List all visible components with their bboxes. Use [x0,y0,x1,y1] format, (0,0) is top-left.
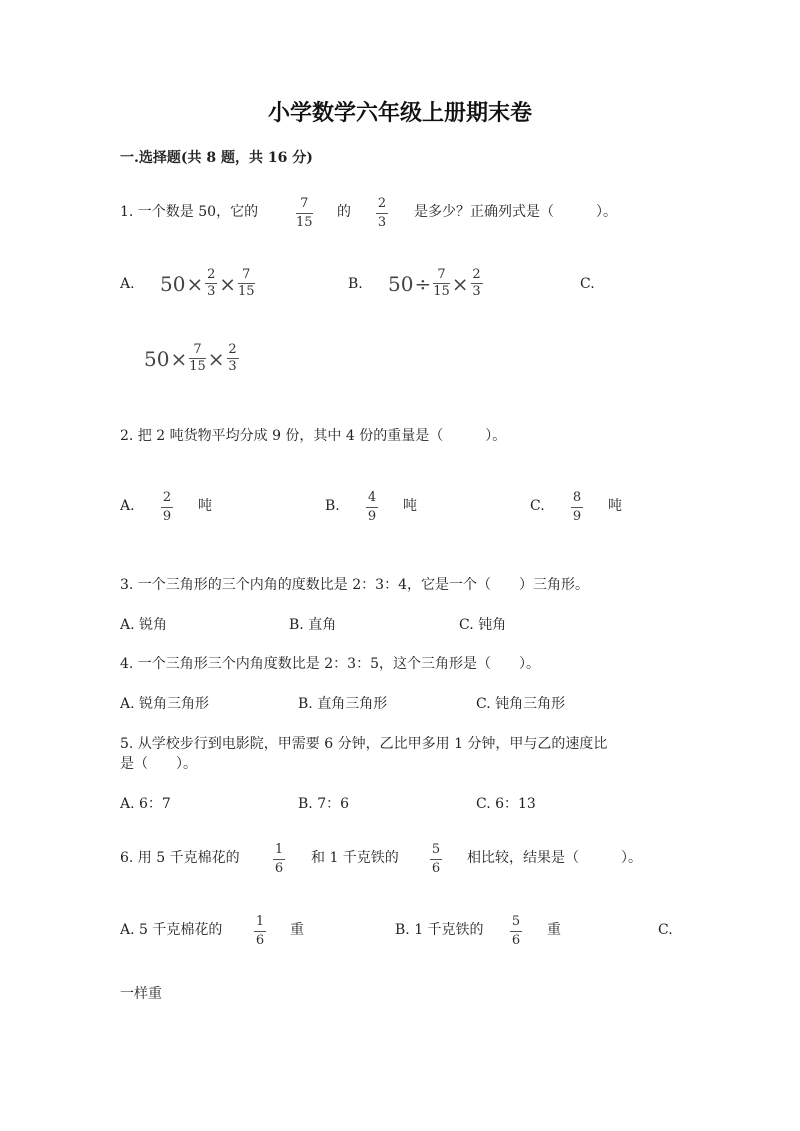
expr-base: 50 [144,346,170,371]
denominator: 6 [511,933,521,948]
denominator: 15 [296,215,313,230]
q1-option-a-label: A. [120,276,135,292]
denominator: 6 [274,861,284,876]
q2-option-b-fraction [366,490,378,525]
numerator: 7 [437,267,446,282]
denominator: 6 [255,933,265,948]
expr-base: 50 [388,271,414,296]
denominator: 15 [433,284,450,299]
q2-option-b-unit: 吨 [403,498,417,514]
q6-fraction-2 [430,842,442,877]
expr-operator: × [186,271,204,296]
q1-text-c: 是多少？正确列式是（ ）。 [414,204,617,220]
expr-fraction [189,343,206,374]
expr-operator: × [170,346,188,371]
q3-option-c: C. 钝角 [459,617,507,633]
q2-option-a-fraction [161,490,173,525]
numerator: 2 [228,342,237,357]
numerator: 5 [511,914,521,929]
q6-text-b: 和 1 千克铁的 [311,850,399,866]
numerator: 7 [300,196,309,211]
q6-option-c-label: C. [658,922,673,938]
denominator: 6 [431,861,441,876]
numerator: 2 [162,490,172,505]
denominator: 3 [377,215,387,230]
q2-option-c-fraction [571,490,583,525]
q3-option-a: A. 锐角 [120,617,168,633]
q4-option-a: A. 锐角三角形 [120,696,210,712]
numerator: 2 [472,267,481,282]
q6-option-b-fraction [510,914,522,949]
expr-fraction [433,268,450,299]
fraction-bar [254,931,266,932]
expr-base: 50 [160,271,186,296]
fraction-bar [510,931,522,932]
expr-operator: × [219,271,236,296]
denominator: 15 [237,284,255,299]
denominator: 3 [228,359,237,374]
fraction-bar [161,507,173,508]
fraction-bar [430,859,442,860]
numerator: 8 [572,490,582,505]
q1-text-b: 的 [337,204,351,220]
fraction-bar [366,507,378,508]
q1-option-a-expression [160,268,256,299]
q5-option-b: B. 7：6 [298,796,350,812]
q5-text-line-2: 是（ ）。 [120,756,197,772]
q6-option-a-fraction [254,914,266,949]
expr-fraction [471,268,483,299]
q6-option-c-text: 一样重 [120,986,162,1002]
expr-operator: × [451,271,469,296]
q1-option-c-label: C. [580,276,595,292]
q3-text: 3. 一个三角形的三个内角的度数比是 2：3：4，它是一个（ ）三角形。 [120,577,589,593]
q4-option-b: B. 直角三角形 [298,696,388,712]
section-heading: 一.选择题(共 8 题，共 16 分) [120,150,313,166]
q6-option-b-text: B. 1 千克铁的 [395,922,484,938]
denominator: 3 [207,284,216,299]
fraction-bar [296,213,313,214]
q5-text-line-1: 5. 从学校步行到电影院，甲需要 6 分钟，乙比甲多用 1 分钟，甲与乙的速度比 [120,736,608,752]
numerator: 2 [377,196,387,211]
q2-option-c-label: C. [530,498,545,514]
q2-option-a-unit: 吨 [198,498,212,514]
q3-option-b: B. 直角 [289,617,337,633]
fraction-bar [273,859,285,860]
q2-option-b-label: B. [325,498,340,514]
q1-fraction-2 [376,196,388,231]
q6-option-a-suffix: 重 [290,922,304,938]
fraction-bar [376,213,388,214]
expr-fraction [238,268,255,299]
q2-text: 2. 把 2 吨货物平均分成 9 份，其中 4 份的重量是（ ）。 [120,428,507,444]
numerator: 5 [431,842,441,857]
expr-operator: × [207,346,225,371]
denominator: 9 [572,509,582,524]
q1-text-a: 1. 一个数是 50，它的 [120,204,259,220]
numerator: 4 [367,490,377,505]
numerator: 1 [274,842,284,857]
numerator: 1 [255,914,265,929]
q1-option-c-expression [144,343,240,374]
fraction-bar [571,507,583,508]
denominator: 3 [472,284,481,299]
q6-option-b-suffix: 重 [547,922,561,938]
q1-fraction-1 [296,196,313,231]
q6-fraction-1 [273,842,285,877]
denominator: 9 [162,509,172,524]
numerator: 2 [207,267,216,282]
denominator: 15 [189,359,206,374]
numerator: 7 [242,267,251,282]
q4-option-c: C. 钝角三角形 [476,696,566,712]
numerator: 7 [193,342,202,357]
expr-fraction [205,268,217,299]
q1-option-b-expression [388,268,484,299]
q2-option-a-label: A. [120,498,135,514]
q4-text: 4. 一个三角形三个内角度数比是 2：3：5，这个三角形是（ ）。 [120,656,540,672]
q2-option-c-unit: 吨 [608,498,622,514]
q6-text-c: 相比较，结果是（ ）。 [467,850,642,866]
page-title: 小学数学六年级上册期末卷 [267,100,532,126]
q5-option-a: A. 6：7 [120,796,171,812]
expr-fraction [227,343,239,374]
q5-option-c: C. 6：13 [476,796,536,812]
expr-operator: ÷ [414,271,432,296]
q1-option-b-label: B. [348,276,363,292]
denominator: 9 [367,509,377,524]
q6-option-a-text: A. 5 千克棉花的 [120,922,223,938]
q6-text-a: 6. 用 5 千克棉花的 [120,850,240,866]
